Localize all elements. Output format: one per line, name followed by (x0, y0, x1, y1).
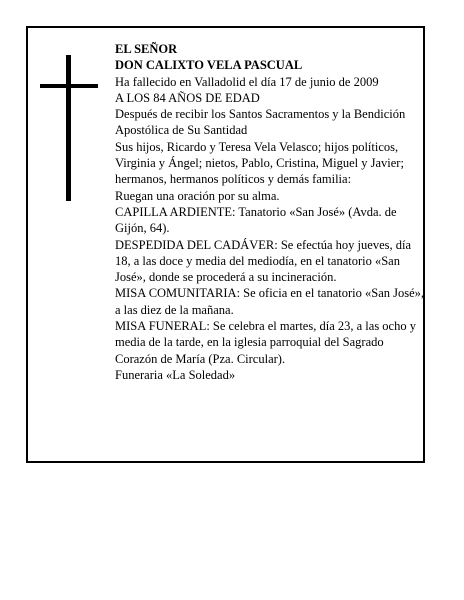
family-paragraph: Sus hijos, Ricardo y Teresa Vela Velasco; hijos políticos, Virginia y Ángel; nietos, Pablo, Cristina, Miguel y Javier; hermanos, hermanos políticos y demás familia: (115, 139, 404, 187)
notice-text (115, 41, 427, 383)
funeral-home: Funeraria «La Soledad» (115, 367, 236, 382)
funeral-mass-info: MISA FUNERAL: Se celebra el martes, día 23, a las ocho y media de la tarde, en la iglesia parroquial del Sagrado Corazón de María (Pza. Circular). (115, 319, 416, 366)
title-honorific: EL SEÑOR (115, 42, 178, 56)
cross-horizontal-bar (40, 84, 98, 88)
chapel-info: CAPILLA ARDIENTE: Tanatorio «San José» (Avda. de Gijón, 64). (115, 204, 397, 236)
cross-icon (40, 55, 98, 201)
sacraments-paragraph: Después de recibir los Santos Sacramentos y la Bendición Apostólica de Su Santidad (115, 107, 406, 138)
prayer-request: Ruegan una oración por su alma. (115, 188, 280, 203)
farewell-info: DESPEDIDA DEL CADÁVER: Se efectúa hoy jueves, día 18, a las doce y media del mediodía, en el tanatorio «San José», donde se procederá a su incineración. (115, 237, 412, 285)
deceased-name: DON CALIXTO VELA PASCUAL (115, 58, 303, 73)
community-mass-info: MISA COMUNITARIA: Se oficia en el tanatorio «San José», a las diez de la mañana. (115, 286, 425, 317)
obituary-notice (26, 26, 425, 463)
death-statement: Ha fallecido en Valladolid el día 17 de junio de 2009 (115, 74, 379, 89)
age-line: A LOS 84 AÑOS DE EDAD (115, 90, 260, 105)
cross-vertical-bar (66, 55, 71, 201)
